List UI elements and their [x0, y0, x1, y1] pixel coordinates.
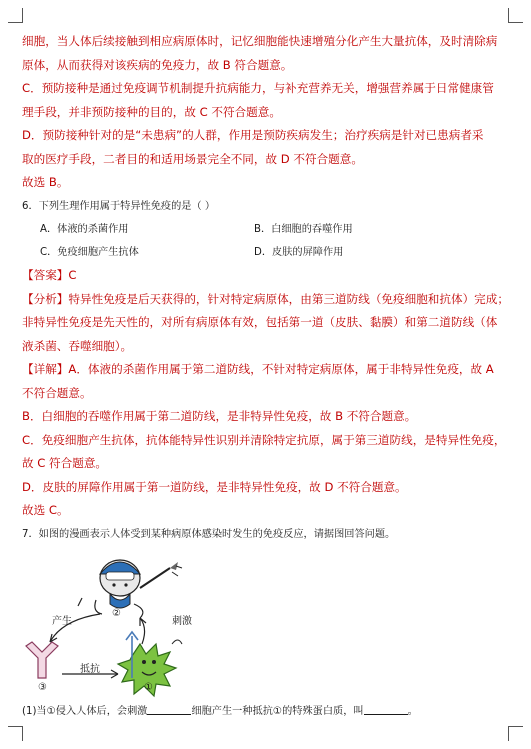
immune-response-cartoon: [22, 548, 242, 698]
detail-line-1: [22, 358, 510, 382]
option-a: A．体液的杀菌作用: [40, 224, 129, 235]
document-text: [22, 30, 510, 546]
corner-mark-top-left: [8, 8, 23, 23]
q7-part1-text-a: (1)当①侵入人体后，会刺激: [22, 706, 148, 717]
question-6-options-row-1: [22, 218, 510, 241]
option-c: C．免疫细胞产生抗体: [40, 247, 139, 258]
analysis-line-1: [22, 288, 510, 312]
analysis-tag: 【分析】: [22, 291, 69, 306]
answer-line-6: 取的医疗手段，二者目的和适用场景完全不同，故 D 不符合题意。: [22, 151, 363, 166]
analysis-text-1: 特异性免疫是后天获得的，针对特定病原体，由第三道防线（免疫细胞和抗体）完成；: [68, 291, 509, 306]
option-d: D．皮肤的屏障作用: [254, 247, 344, 258]
immune-cell-figure: [78, 560, 182, 618]
detail-tag: 【详解】: [22, 362, 69, 376]
answer-blank-2[interactable]: [364, 704, 408, 715]
question-7-part-1: [22, 702, 418, 722]
answer-line-2: 原体，从而获得对该疾病的免疫力，故 B 符合题意。: [22, 57, 293, 72]
detail-line-6: D．皮肤的屏障作用属于第一道防线，是非特异性免疫，故 D 不符合题意。: [22, 479, 407, 494]
label-stimulate: 刺激: [172, 616, 192, 627]
detail-line-4: C．免疫细胞产生抗体，抗体能特异性识别并清除特定抗原，属于第三道防线，是特异性免疫，: [22, 432, 506, 447]
detail-line-2: 不符合题意。: [22, 385, 92, 400]
corner-mark-bottom-right: [508, 726, 523, 741]
label-produce: 产生: [52, 616, 72, 627]
answer-line-4: 理手段，并非预防接种的目的，故 C 不符合题意。: [22, 104, 281, 119]
question-6-options-row-2: [22, 241, 510, 264]
answer-line-7: 故选 B。: [22, 175, 69, 189]
answer-line: [22, 264, 510, 288]
answer-tag: 【答案】: [22, 268, 69, 282]
answer-blank-1[interactable]: [147, 704, 191, 715]
answer-line-1: 细胞，当人体后续接触到相应病原体时，记忆细胞能快速增殖分化产生大量抗体，及时清除病: [22, 34, 498, 48]
question-6: 6．下列生理作用属于特异性免疫的是（ ）: [22, 200, 216, 212]
label-number-1: ①: [144, 682, 153, 693]
corner-mark-bottom-left: [8, 726, 23, 741]
answer-value: C: [68, 268, 77, 282]
label-resist: 抵抗: [80, 664, 100, 675]
label-number-2: ②: [112, 608, 121, 619]
detail-text-1: A．体液的杀菌作用属于第二道防线，不针对特定病原体，属于非特异性免疫，故 A: [68, 362, 494, 376]
analysis-line-3: 液杀菌、吞噬细胞）。: [22, 338, 133, 353]
q7-part1-text-b: 细胞产生一种抵抗①的特殊蛋白质，叫: [191, 706, 364, 717]
question-7: 7．如图的漫画表示人体受到某种病原体感染时发生的免疫反应，请据图回答问题。: [22, 528, 396, 540]
corner-mark-top-right: [508, 8, 523, 23]
analysis-line-2: 非特异性免疫是先天性的，对所有病原体有效，包括第一道（皮肤、黏膜）和第二道防线（体: [22, 315, 498, 329]
detail-line-3: B．白细胞的吞噬作用属于第二道防线，是非特异性免疫，故 B 不符合题意。: [22, 409, 417, 423]
label-number-3: ③: [38, 682, 47, 693]
antibody-figure: [26, 642, 58, 678]
q7-part1-text-c: 。: [407, 706, 418, 717]
arrow-stimulate: [140, 618, 146, 644]
answer-line-5: D．预防接种针对的是“未患病”的人群，作用是预防疾病发生；治疗疾病是针对已患病者采: [22, 128, 484, 142]
answer-line-3: C．预防接种是通过免疫调节机制提升抗病能力，与补充营养无关，增强营养属于日常健康管: [22, 81, 494, 95]
detail-line-7: 故选 C。: [22, 503, 69, 517]
detail-line-5: 故 C 符合题意。: [22, 456, 108, 470]
option-b: B．白细胞的吞噬作用: [254, 224, 353, 235]
